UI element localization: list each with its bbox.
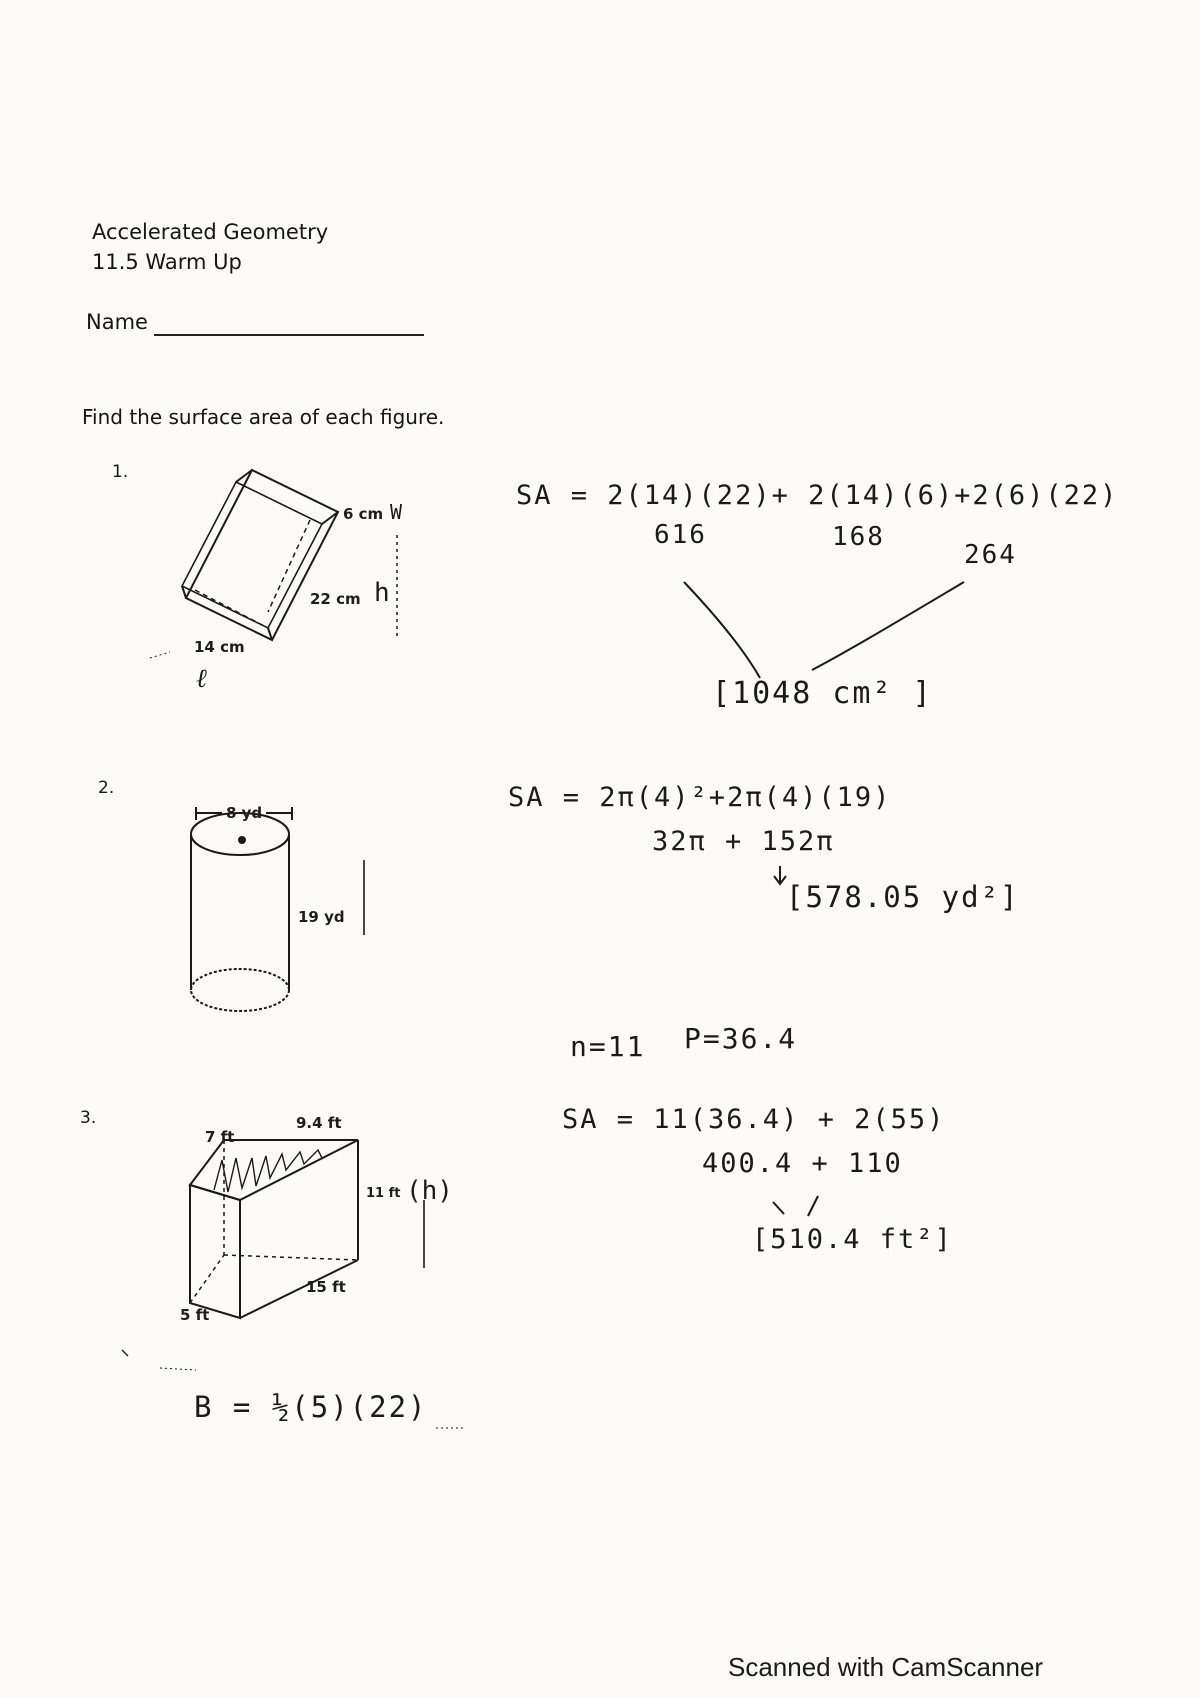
cylinder-diameter-label: 8 yd (226, 804, 263, 822)
length-annotation: ℓ (196, 664, 209, 694)
prism-width-label: 6 cm (343, 505, 384, 523)
problem-1-number: 1. (112, 462, 129, 482)
trap-base-side-label: 5 ft (180, 1306, 210, 1324)
instructions: Find the surface area of each figure. (82, 405, 445, 429)
problem-2-answer: [578.05 yd²] (786, 880, 1020, 914)
problem-2-simplified: 32π + 152π (652, 826, 835, 857)
problem-3-perimeter: P=36.4 (684, 1022, 798, 1055)
problem-3-arrows (773, 1196, 818, 1216)
width-annotation: W (390, 500, 405, 524)
problem-3-number: 3. (80, 1108, 97, 1128)
trap-top-right-label: 9.4 ft (296, 1114, 342, 1132)
trap-height-annotation: (h) (406, 1176, 453, 1206)
problem-2-formula: SA = 2π(4)²+2π(4)(19) (508, 782, 892, 813)
problem-2-number: 2. (98, 778, 115, 798)
problem-1-formula: SA = 2(14)(22)+ 2(14)(6)+2(6)(22) (516, 480, 1119, 511)
prism-length-label: 14 cm (194, 638, 245, 656)
problem-1-term-1: 616 (654, 520, 707, 550)
scanner-watermark: Scanned with CamScanner (728, 1652, 1044, 1682)
trap-height-label: 11 ft (366, 1186, 401, 1201)
trap-bottom-label: 15 ft (306, 1278, 346, 1296)
problem-1-answer: [1048 cm² ] (712, 676, 933, 711)
trap-top-left-label: 7 ft (205, 1128, 235, 1146)
problem-3-answer: [510.4 ft²] (752, 1224, 953, 1255)
problem-1-arrows (684, 582, 964, 678)
name-label: Name (86, 310, 148, 334)
trapezoid-prism-figure (122, 1140, 424, 1370)
problem-1-term-2: 168 (832, 522, 885, 552)
prism-figure (150, 470, 397, 658)
problem-3-base-area: B = ½(5)(22) (194, 1390, 428, 1424)
prism-height-label: 22 cm (310, 590, 361, 608)
course-title: Accelerated Geometry (92, 220, 329, 244)
height-annotation: h (374, 578, 392, 608)
problem-3-simplified: 400.4 + 110 (702, 1148, 903, 1179)
problem-1-term-3: 264 (964, 540, 1017, 570)
problem-3-formula: SA = 11(36.4) + 2(55) (562, 1104, 946, 1135)
problem-3-n-value: n=11 (570, 1030, 646, 1063)
problem-2-arrow (774, 866, 786, 884)
lesson-title: 11.5 Warm Up (92, 250, 242, 274)
cylinder-height-label: 19 yd (298, 908, 345, 926)
